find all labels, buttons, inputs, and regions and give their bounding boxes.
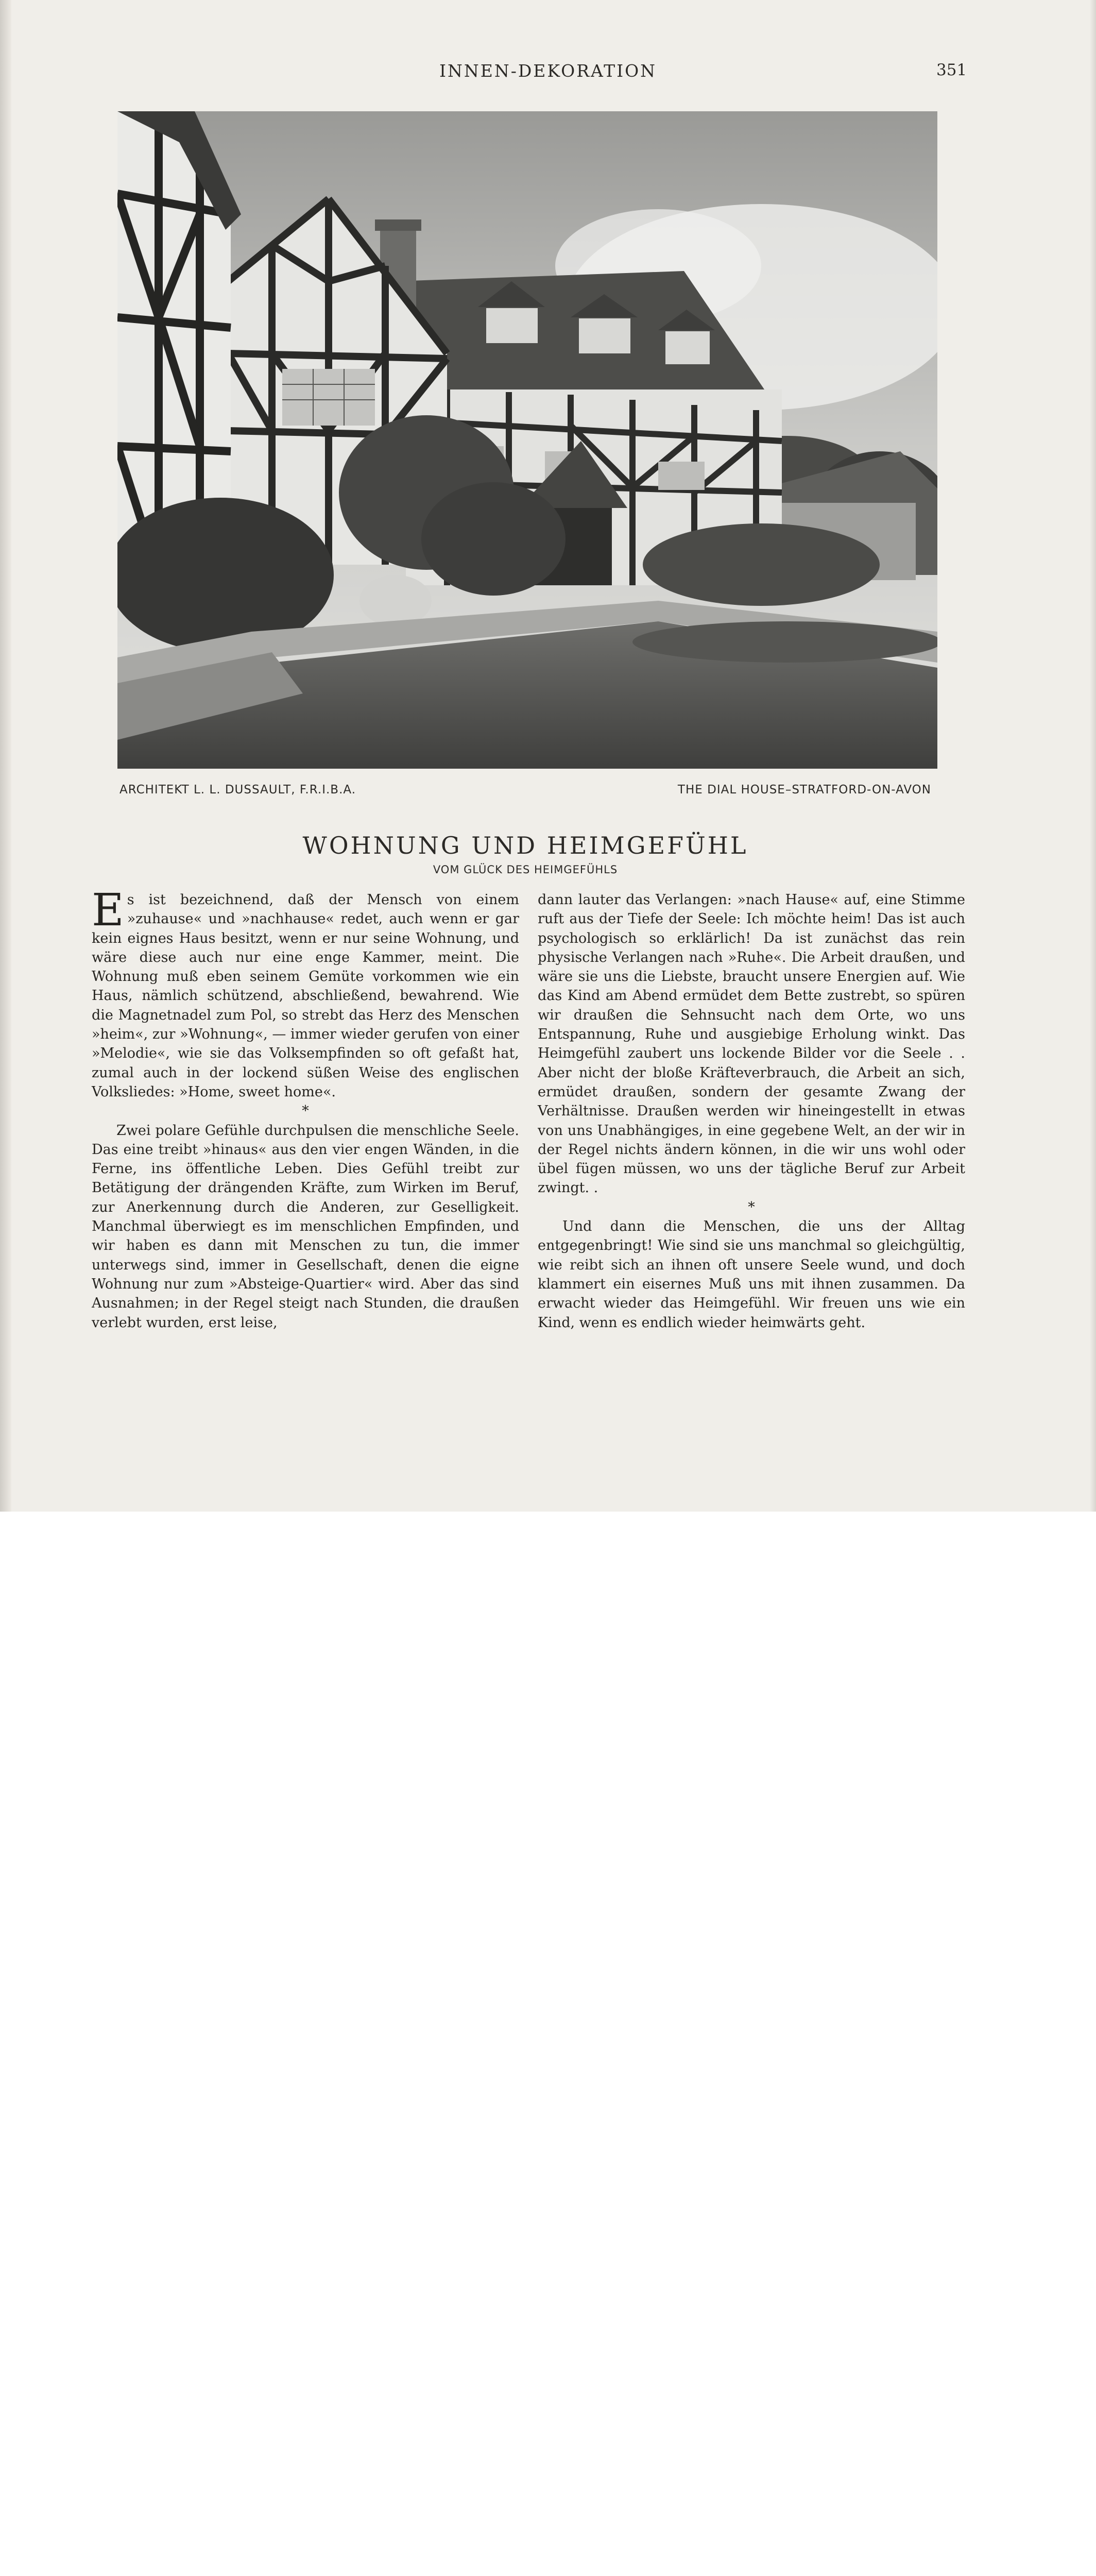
page-edge-shadow-right: [1090, 0, 1096, 1512]
photo-caption-architect: ARCHITEKT L. L. DUSSAULT, F.R.I.B.A.: [119, 783, 356, 796]
article-subtitle: VOM GLÜCK DES HEIMGEFÜHLS: [433, 863, 618, 876]
text-column-left: [92, 885, 519, 1332]
paragraph: Und dann die Menschen, die uns der Alltag entgegenbringt! Wie sind sie uns manchmal so gleichgültig, wie reibt sich an ihnen oft unsere Seele wund, und doch klammert ein eisernes Muß uns mit ihnen zusammen. Da erwacht wieder das Heimgefühl. Wir freuen uns wie ein Kind, wenn es endlich wieder heimwärts geht.: [538, 1218, 965, 1331]
section-separator-star: *: [748, 1199, 755, 1215]
running-title: INNEN-DEKORATION: [439, 61, 657, 81]
text-column-right: [538, 890, 965, 1332]
article-title: WOHNUNG UND HEIMGEFÜHL: [302, 832, 748, 859]
paragraph: dann lauter das Verlangen: »nach Hause« auf, eine Stimme ruft aus der Tiefe der Seele: Ich möchte heim! Das ist auch psychologisch so erklärlich! Da ist zunächst das rein physische Verlangen nach »Ruhe«. Die Arbeit draußen, und wäre sie uns die Liebste, braucht unsere Energien auf. Wie das Kind am Abend ermüdet dem Bette zustrebt, so spüren wir draußen die Sehnsucht nach dem Orte, wo uns Entspannung, Ruhe und ausgiebige Erholung winkt. Das Heimgefühl zaubert uns lockende Bilder vor die Seele . . Aber nicht der bloße Kräfteverbrauch, die Arbeit an sich, ermüdet draußen, sondern der gesamte Zwang der Verhältnisse. Draußen werden wir hineingestellt in etwas von uns Unabhängiges, in eine gegebene Welt, an der wir in der Regel nichts ändern können, in die wir uns wohl oder übel fügen müssen, wo uns der tägliche Beruf zur Arbeit zwingt. .: [538, 892, 965, 1196]
paragraph: [92, 885, 519, 1101]
house-photograph: [117, 111, 937, 769]
section-separator-star: *: [302, 1103, 309, 1120]
page-edge-shadow-left: [0, 0, 11, 1512]
paragraph-text: s ist bezeichnend, daß der Mensch von einem »zuhause« und »nachhause« redet, auch wenn er gar kein eignes Haus besitzt, wenn er nur seine Wohnung, und wäre diese auch nur eine enge Kammer, meint. Die Wohnung muß eben seinem Gemüte vorkommen wie ein Haus, nämlich schützend, abschließend, bewahrend. Wie die Magnetnadel zum Pol, so strebt das Herz des Menschen »heim«, zur »Wohnung«, — immer wieder gerufen von einer »Melodie«, wie sie das Volksempfinden so oft gefaßt hat, zumal auch in der lockend süßen Weise des englischen Volksliedes: »Home, sweet home«.: [92, 892, 519, 1100]
drop-cap: E: [92, 885, 124, 936]
paragraph: Zwei polare Gefühle durchpulsen die menschliche Seele. Das eine treibt »hinaus« aus den vier engen Wänden, in die Ferne, ins öffentliche Leben. Dies Gefühl treibt zur Betätigung der drängenden Kräfte, zum Wirken im Beruf, zur Anerkennung durch die Anderen, zur Geselligkeit. Manchmal überwiegt es im menschlichen Empfinden, und wir haben es dann mit Menschen zu tun, die immer unterwegs sind, immer in Gesellschaft, denen die eigne Wohnung nur zum »Absteige-Quartier« wird. Aber das sind Ausnahmen; in der Regel steigt nach Stunden, die draußen verlebt wurden, erst leise,: [92, 1122, 519, 1331]
photo-caption-location: THE DIAL HOUSE–STRATFORD-ON-AVON: [677, 783, 931, 796]
page-number: 351: [936, 61, 967, 79]
digitization-footer: [0, 1512, 1096, 1590]
